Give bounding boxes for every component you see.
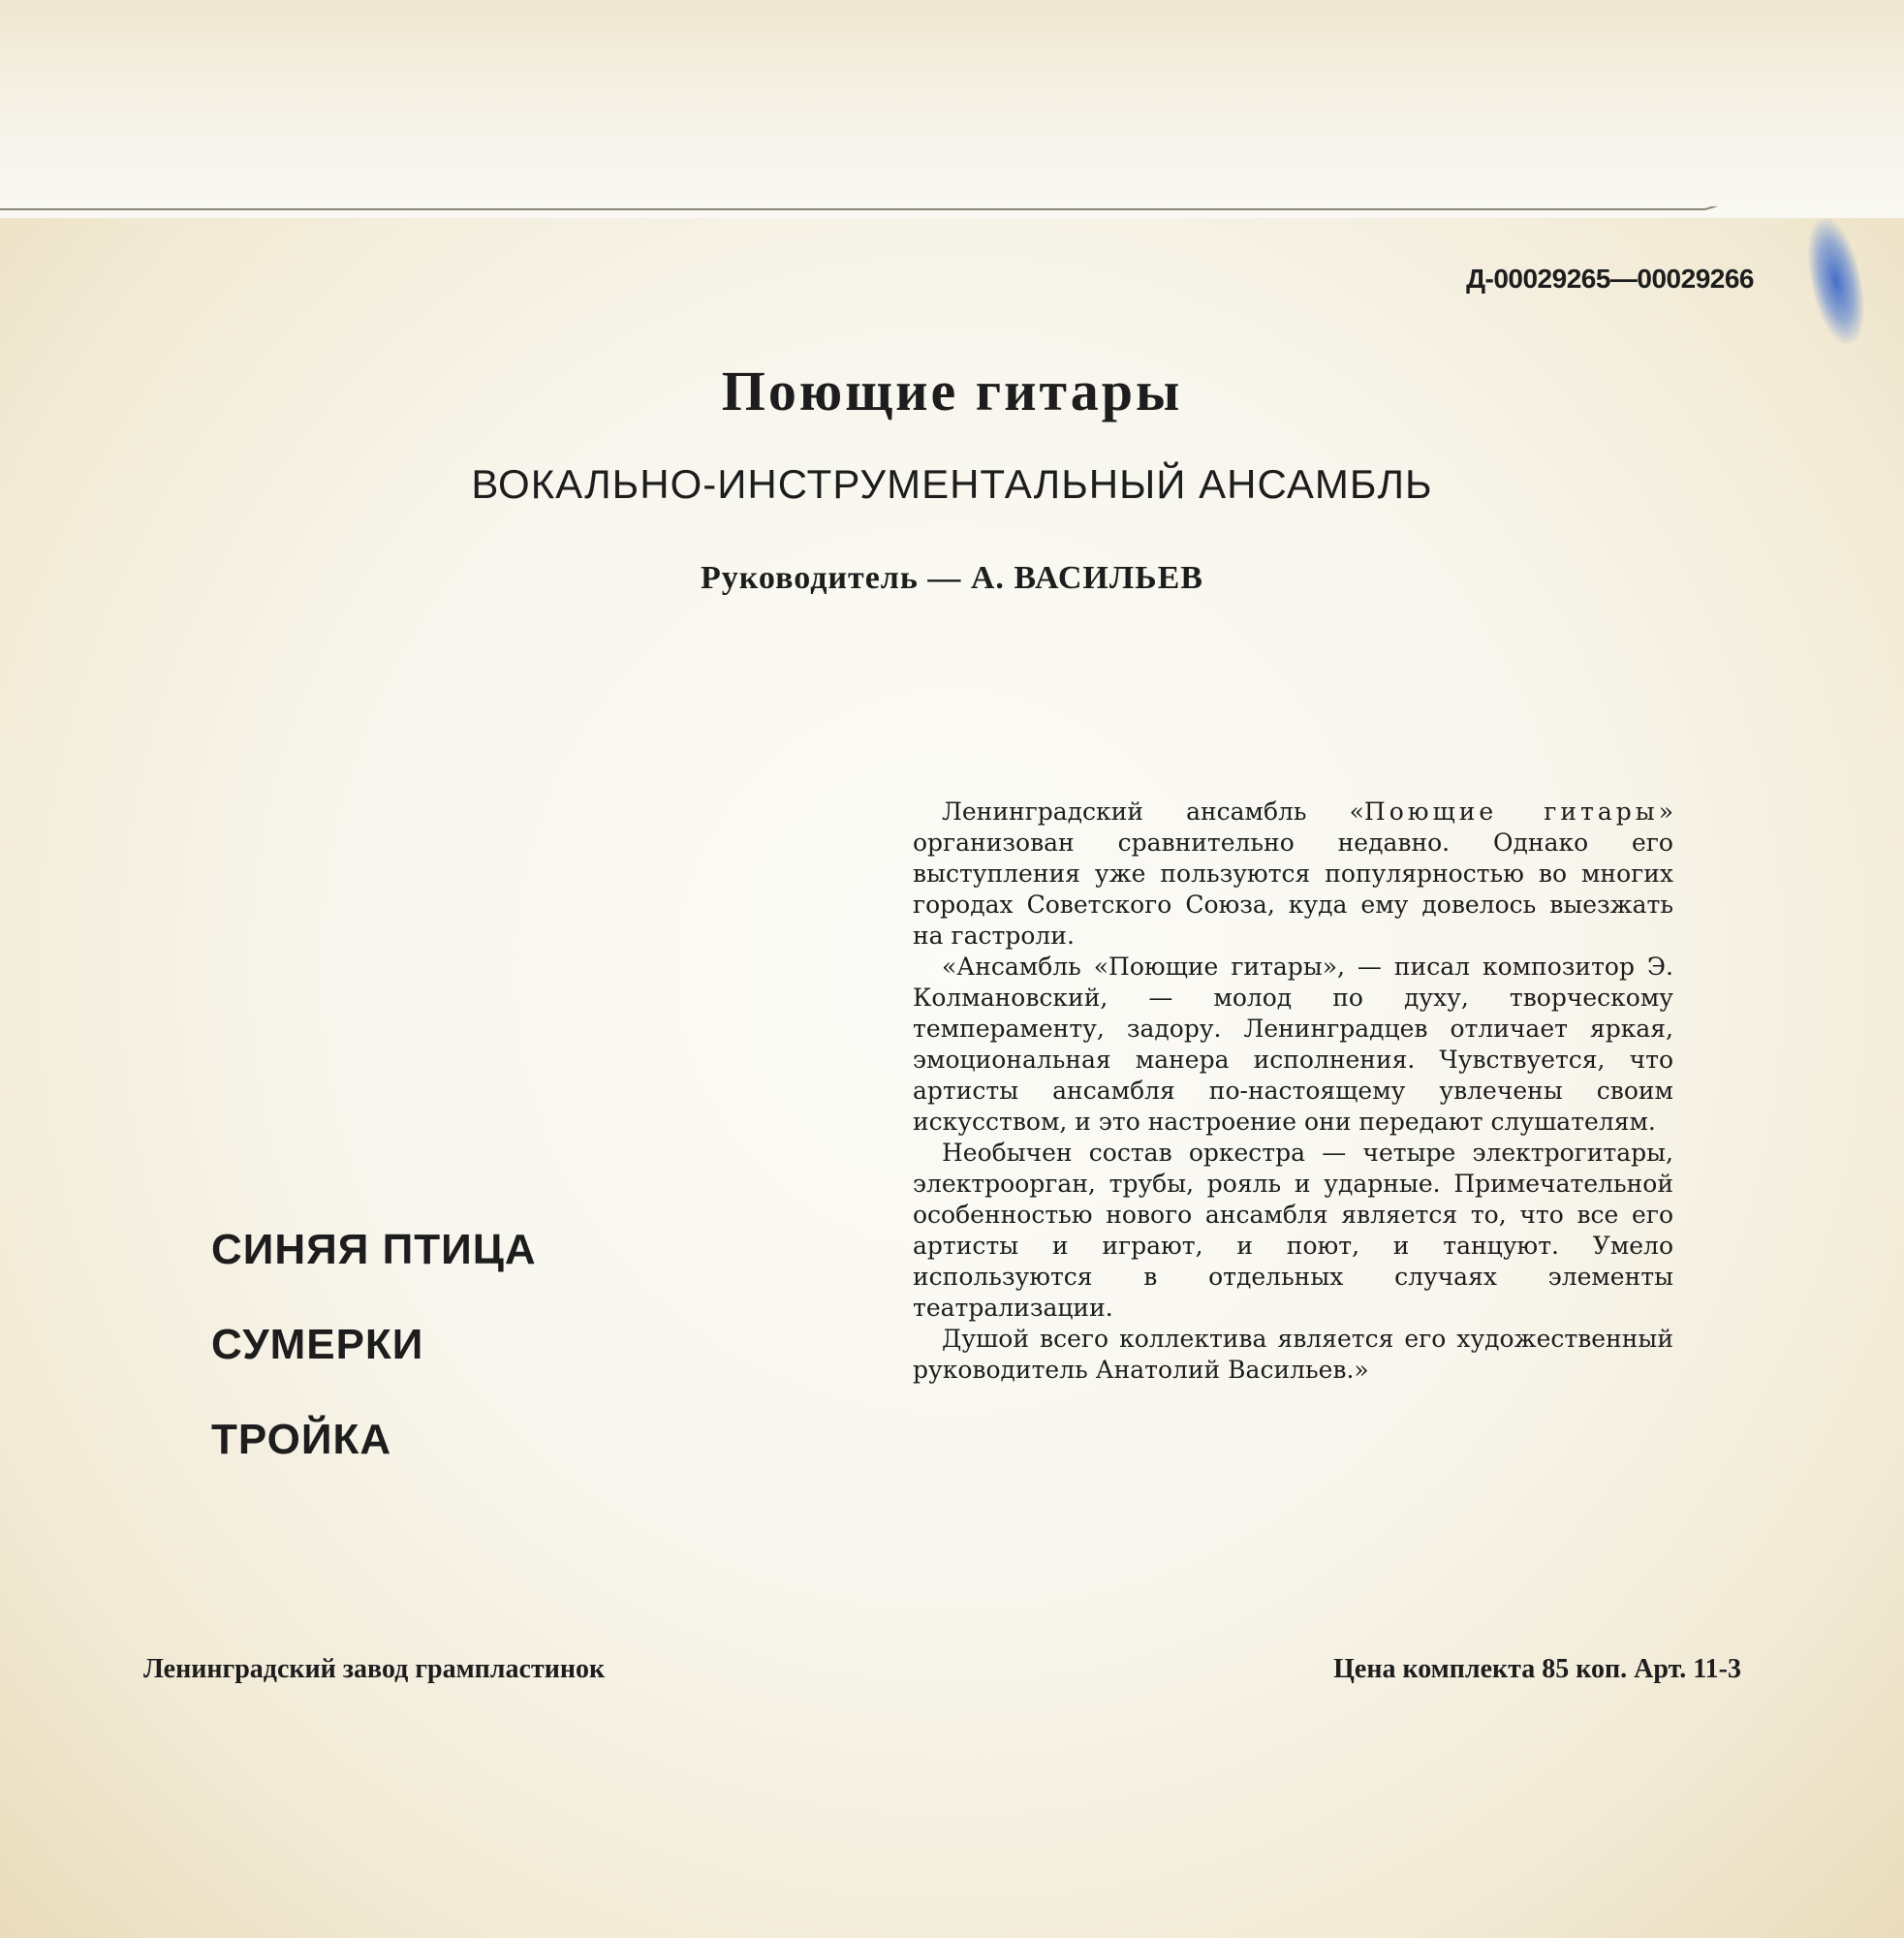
track-title: ТРОЙКА bbox=[211, 1416, 392, 1463]
description-paragraph: «Ансамбль «Поющие гитары», — писал композитор Э. Колмановский, — молод по духу, творческому темпераменту, задору. Ленинградцев отличает яркая, эмоциональная манера исполнения. Чувствуется, что артисты ансамбля по-настоящему увлечены своим искусством, и это настроение они передают слушателям. bbox=[913, 953, 1673, 1136]
description-paragraph: Душой всего коллектива является его художественный руководитель Анатолий Васильев.» bbox=[913, 1325, 1673, 1384]
track-list bbox=[211, 1216, 537, 1501]
ensemble-subtitle: ВОКАЛЬНО-ИНСТРУМЕНТАЛЬНЫЙ АНСАМБЛЬ bbox=[471, 461, 1433, 507]
spaced-ensemble-name: Поющие гитары bbox=[1363, 797, 1659, 826]
track-title: СИНЯЯ ПТИЦА bbox=[211, 1226, 537, 1273]
description-text bbox=[913, 797, 1673, 1386]
price-label: Цена комплекта 85 коп. Арт. 11-3 bbox=[1333, 1654, 1741, 1684]
track-title: СУМЕРКИ bbox=[211, 1321, 424, 1368]
catalog-number: Д-00029265—00029266 bbox=[1466, 264, 1754, 294]
flap-fold-line bbox=[0, 206, 1904, 226]
album-title: Поющие гитары bbox=[721, 359, 1183, 422]
description-paragraph: Необычен состав оркестра — четыре электрогитары, электроорган, трубы, рояль и ударные. Примечательной особенностью нового ансамбля является то, что все его артисты и играют, и поют, и танцуют. Умело используются в отдельных случаях элементы театрализации. bbox=[913, 1139, 1673, 1322]
manufacturer-label: Ленинградский завод грампластинок bbox=[143, 1654, 606, 1684]
ink-stain bbox=[1799, 214, 1873, 348]
leader-credit: Руководитель — А. ВАСИЛЬЕВ bbox=[701, 560, 1203, 596]
description-paragraph: Ленинградский ансамбль «Поющие гитары» организован сравнительно недавно. Однако его выступления уже пользуются популярностью во многих городах Советского Союза, куда ему довелось выезжать на гастроли. bbox=[913, 797, 1673, 950]
sleeve-flap bbox=[0, 0, 1904, 218]
